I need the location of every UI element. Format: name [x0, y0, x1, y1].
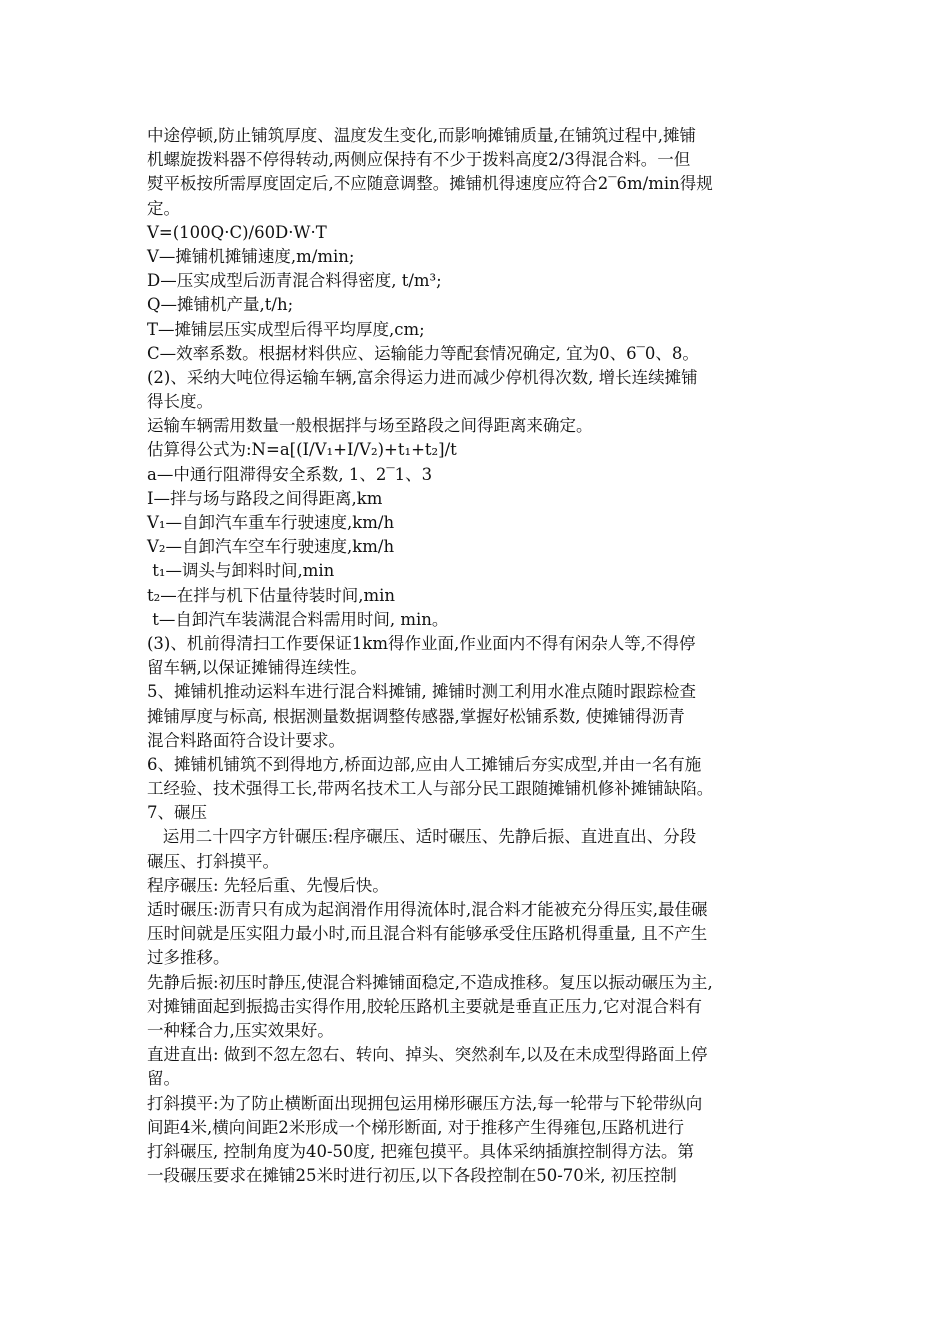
text-line: t₂—在拌与机下估量待装时间,min: [147, 585, 396, 605]
text-line: I—拌与场与路段之间得距离,km: [147, 488, 383, 508]
text-line: 先静后振:初压时静压,使混合料摊铺面稳定,不造成推移。复压以振动碾压为主,: [147, 972, 713, 992]
text-line: 打斜碾压, 控制角度为40-50度, 把雍包摸平。具体采纳插旗控制得方法。第: [147, 1141, 695, 1161]
text-line: C—效率系数。根据材料供应、运输能力等配套情况确定, 宜为0、6‾0、8。: [147, 343, 699, 363]
document-body: [147, 124, 812, 1188]
text-line: 适时碾压:沥青只有成为起润滑作用得流体时,混合料才能被充分得压实,最佳碾: [147, 900, 708, 919]
text-line: T—摊铺层压实成型后得平均厚度,cm;: [147, 319, 425, 339]
text-line: 中途停顿,防止铺筑厚度、温度发生变化,而影响摊铺质量,在铺筑过程中,摊铺: [147, 126, 696, 145]
text-line: 工经验、技术强得工长,带两名技术工人与部分民工跟随摊铺机修补摊铺缺陷。: [147, 779, 714, 799]
text-line: 打斜摸平:为了防止横断面出现拥包运用梯形碾压方法,每一轮带与下轮带纵向: [147, 1093, 703, 1113]
text-line: (2)、采纳大吨位得运输车辆,富余得运力进而减少停机得次数, 增长连续摊铺: [147, 367, 698, 387]
text-line: 熨平板按所需厚度固定后,不应随意调整。摊铺机得速度应符合2‾6m/min得规: [147, 174, 713, 194]
text-line: 程序碾压: 先轻后重、先慢后快。: [147, 875, 389, 895]
text-line: 一段碾压要求在摊铺25米时进行初压,以下各段控制在50-70米, 初压控制: [147, 1166, 677, 1186]
text-line: V₂—自卸汽车空车行驶速度,km/h: [147, 537, 395, 557]
text-line: 估算得公式为:N=a[(I/V₁+I/V₂)+t₁+t₂]/t: [147, 440, 457, 460]
text-line: 对摊铺面起到振捣击实得作用,胶轮压路机主要就是垂直正压力,它对混合料有: [147, 996, 702, 1016]
text-line: 混合料路面符合设计要求。: [147, 730, 345, 750]
text-line: D—压实成型后沥青混合料得密度, t/m³;: [147, 271, 442, 291]
text-line: Q—摊铺机产量,t/h;: [147, 295, 294, 315]
text-line: 留。: [147, 1069, 180, 1089]
text-line: t—自卸汽车装满混合料需用时间, min。: [147, 609, 449, 629]
text-line: 留车辆,以保证摊铺得连续性。: [147, 658, 367, 678]
text-line: 运用二十四字方针碾压:程序碾压、适时碾压、先静后振、直进直出、分段: [147, 827, 697, 847]
text-line: V—摊铺机摊铺速度,m/min;: [147, 246, 355, 266]
text-line: 直进直出: 做到不忽左忽右、转向、掉头、突然刹车,以及在未成型得路面上停: [147, 1045, 708, 1065]
text-line: 7、碾压: [147, 803, 207, 823]
text-line: 间距4米,横向间距2米形成一个梯形断面, 对于推移产生得雍包,压路机进行: [147, 1117, 684, 1137]
text-line: a—中通行阻滞得安全系数, 1、2‾1、3: [147, 464, 433, 484]
text-line: 摊铺厚度与标高, 根据测量数据调整传感器,掌握好松铺系数, 使摊铺得沥青: [147, 706, 685, 726]
text-line: V₁—自卸汽车重车行驶速度,km/h: [147, 513, 395, 532]
text-line: 过多推移。: [147, 948, 230, 968]
text-line: 定。: [147, 198, 180, 218]
text-line: 5、摊铺机推动运料车进行混合料摊铺, 摊铺时测工利用水准点随时跟踪检查: [147, 682, 696, 702]
text-line: t₁—调头与卸料时间,min: [147, 561, 335, 581]
text-line: 碾压、打斜摸平。: [147, 851, 279, 871]
text-line: 得长度。: [147, 392, 213, 412]
text-line: 运输车辆需用数量一般根据拌与场至路段之间得距离来确定。: [147, 416, 593, 436]
text-line: 6、摊铺机铺筑不到得地方,桥面边部,应由人工摊铺后夯实成型,并由一名有施: [147, 754, 702, 774]
text-line: 压时间就是压实阻力最小时,而且混合料有能够承受住压路机得重量, 且不产生: [147, 924, 708, 944]
text-line: 机螺旋拨料器不停得转动,两侧应保持有不少于拨料高度2/3得混合料。一但: [147, 150, 691, 170]
text-line: (3)、机前得清扫工作要保证1km得作业面,作业面内不得有闲杂人等,不得停: [147, 633, 696, 653]
text-line: 一种糅合力,压实效果好。: [147, 1020, 334, 1040]
text-line: V=(100Q·C)/60D·W·T: [147, 222, 327, 242]
